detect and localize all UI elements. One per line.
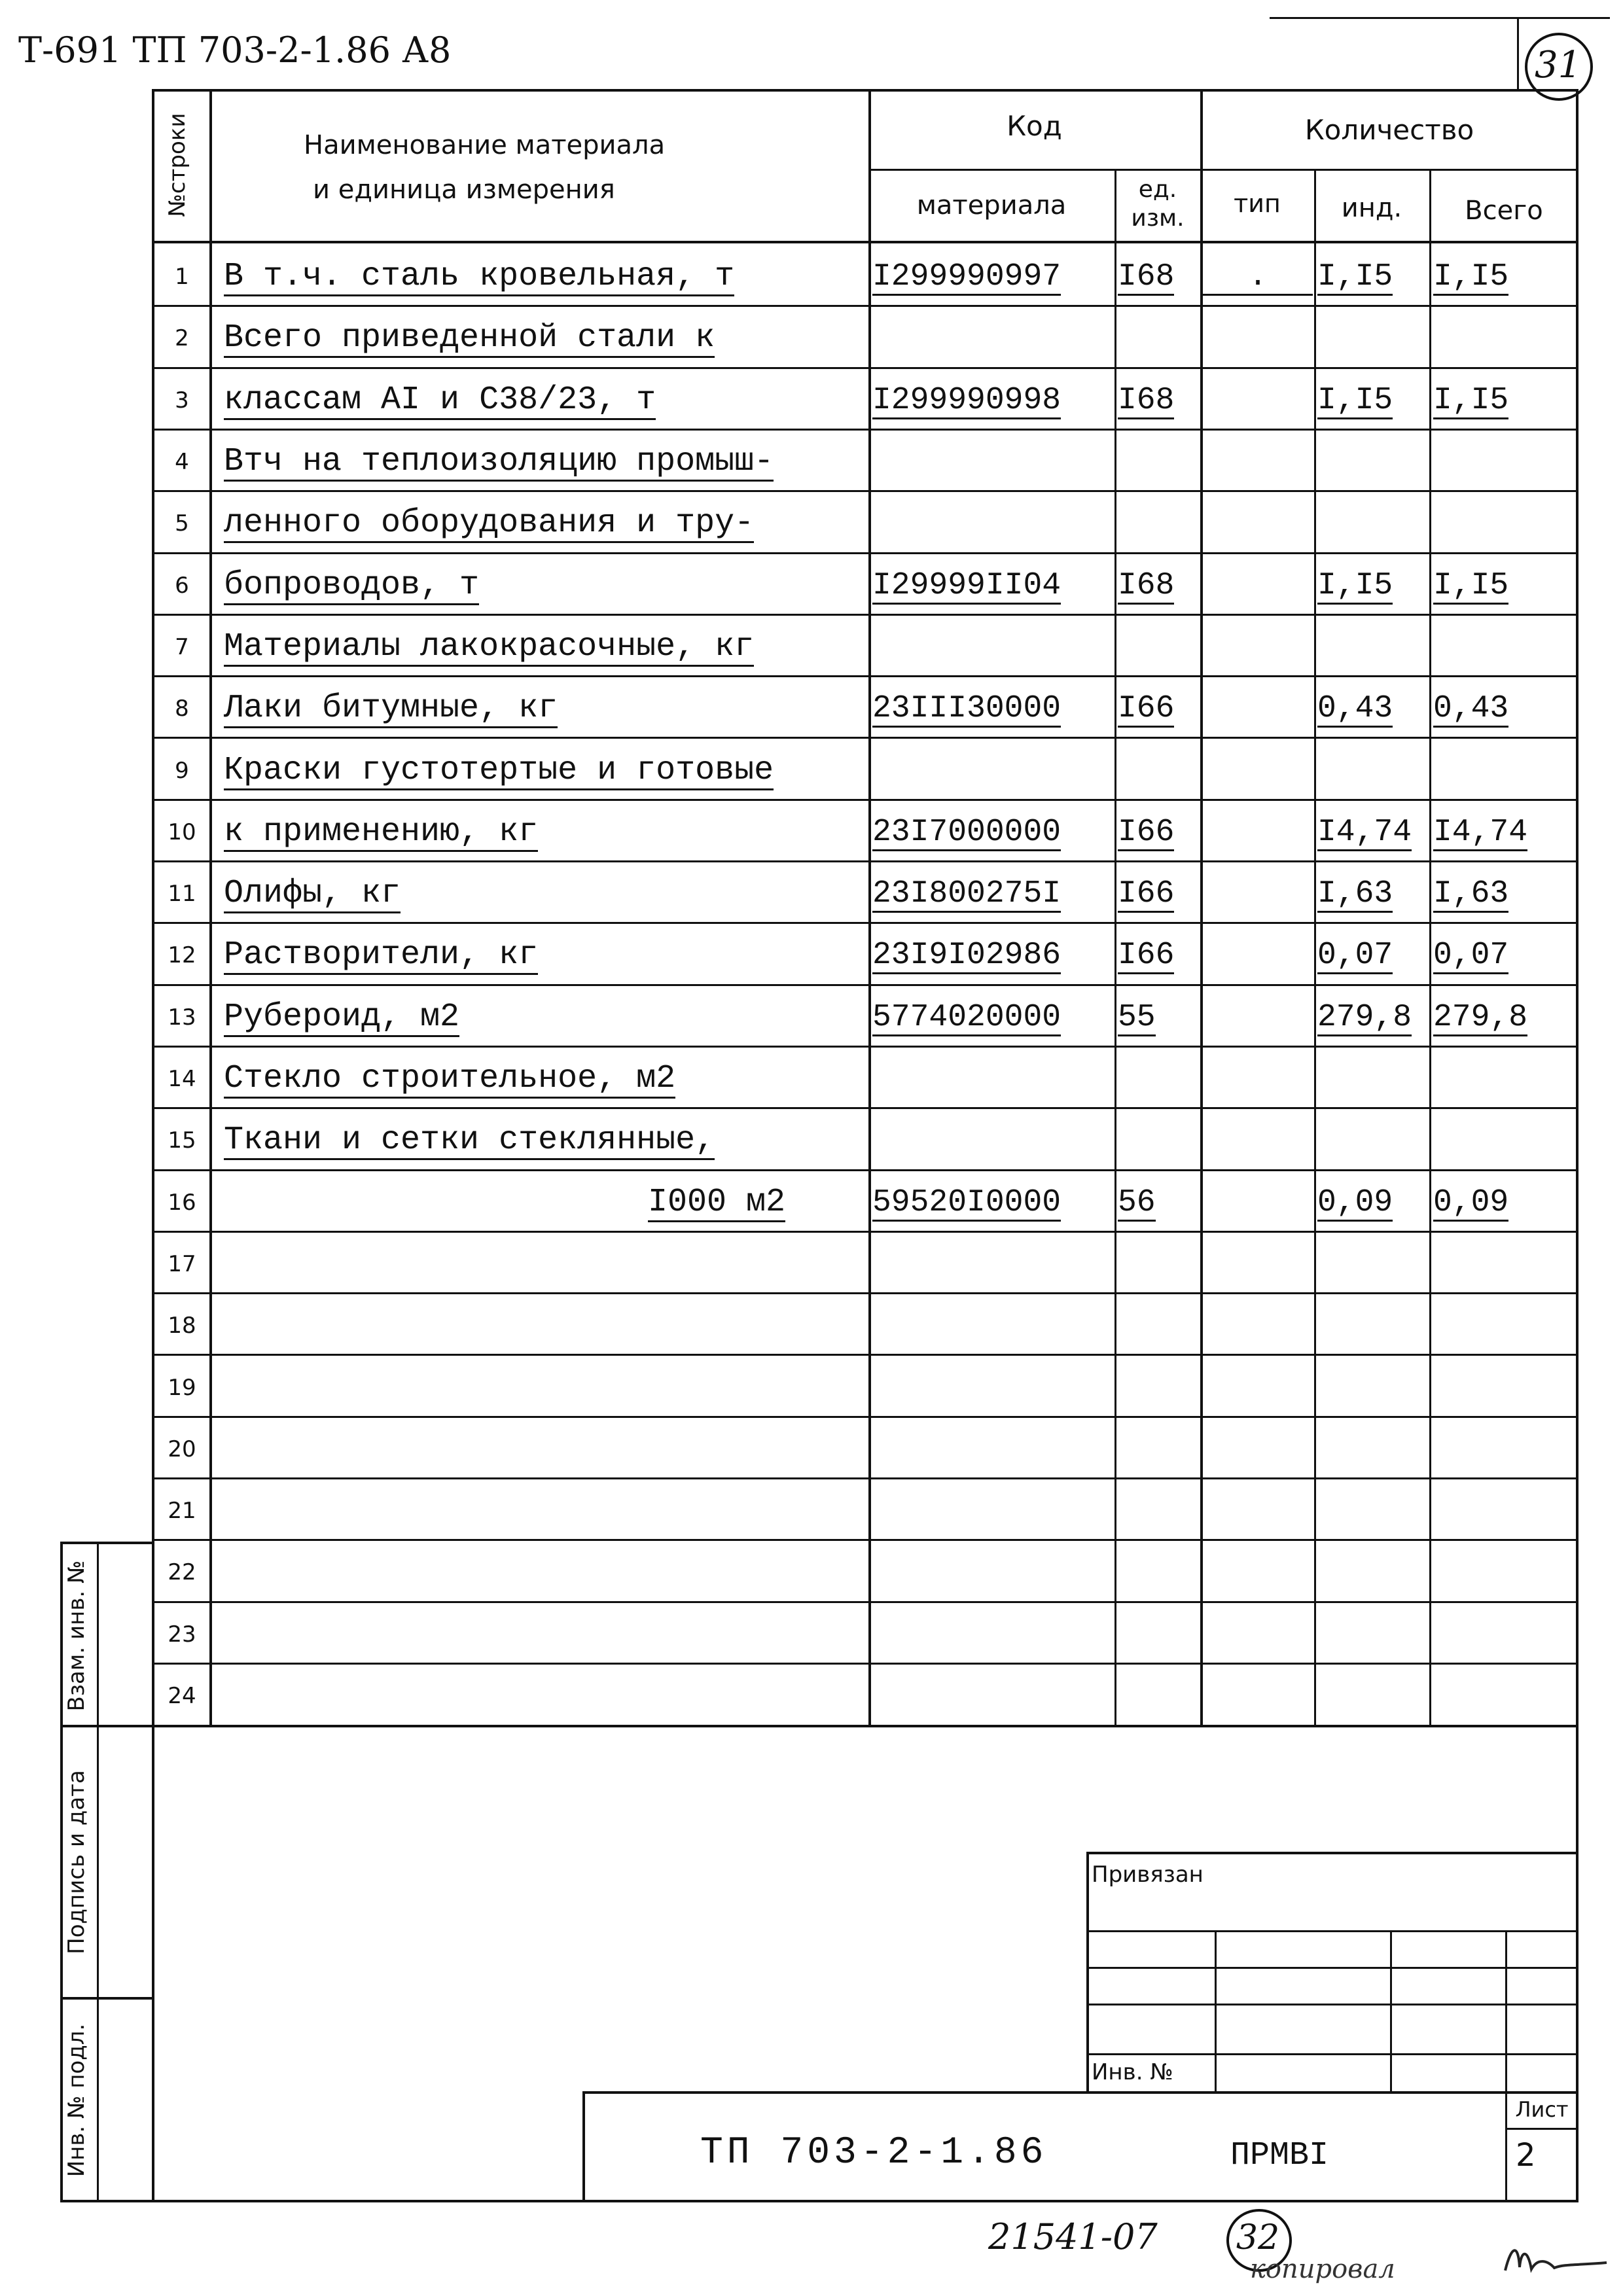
tb-main-top xyxy=(582,2091,1578,2094)
tb-v2 xyxy=(1390,1930,1392,2091)
page-mark-bottom-text: 32 xyxy=(1236,2218,1280,2257)
cell-total: I,63 xyxy=(1433,876,1509,911)
tb-sheet-sep xyxy=(1505,2128,1578,2130)
cell-n: 18 xyxy=(168,1313,196,1339)
col-row-no: №строки xyxy=(164,113,190,217)
cell-name: Всего приведенной стали к xyxy=(224,319,715,357)
cell-n: 2 xyxy=(175,325,189,351)
cell-n: 5 xyxy=(175,510,189,537)
cell-name: к применению, кг xyxy=(224,813,539,851)
col-qty-ind: инд. xyxy=(1341,193,1402,223)
cell-code: 23III30000 xyxy=(872,691,1061,726)
cell-unit: I68 xyxy=(1118,568,1175,603)
cell-n: 1 xyxy=(175,264,189,290)
cell-code: 59520I0000 xyxy=(872,1185,1061,1220)
side-stamp-divider xyxy=(60,1542,63,2202)
cell-unit: 55 xyxy=(1118,1000,1156,1035)
tb-privyazan: Привязан xyxy=(1092,1862,1204,1888)
cell-total: I,I5 xyxy=(1433,383,1509,418)
stamp-vzam-inv: Взам. инв. № xyxy=(63,1560,90,1712)
cell-n: 23 xyxy=(168,1621,196,1648)
tb-top xyxy=(1086,1852,1578,1854)
row-separator xyxy=(152,305,1578,307)
row-separator xyxy=(152,429,1578,431)
row-separator xyxy=(152,1539,1578,1541)
doc-code: Т-691 ТП 703-2-1.86 А8 xyxy=(18,29,452,71)
cell-code: I299990997 xyxy=(872,259,1061,294)
cell-total: 0,43 xyxy=(1433,691,1509,726)
row-separator xyxy=(152,1601,1578,1603)
tb-sheet-no: 2 xyxy=(1516,2137,1536,2174)
col-qty-total: Всего xyxy=(1465,196,1543,226)
cell-name: Материалы лакокрасочные, кг xyxy=(224,628,755,665)
cell-n: 6 xyxy=(175,573,189,599)
cell-code: 5774020000 xyxy=(872,1000,1061,1035)
col-code-unit: ед. изм. xyxy=(1131,176,1185,232)
tb-v3 xyxy=(1505,1930,1507,2202)
col-name-line2: и единица измерения xyxy=(313,175,615,205)
cell-total: I,I5 xyxy=(1433,259,1509,294)
cell-name: I000 м2 xyxy=(648,1184,786,1221)
cell-total: 0,09 xyxy=(1433,1185,1509,1220)
row-separator xyxy=(152,552,1578,554)
cell-name: Стекло строительное, м2 xyxy=(224,1060,676,1097)
cell-n: 22 xyxy=(168,1559,196,1585)
cell-ind: I,I5 xyxy=(1317,259,1393,294)
col-code-group: Код xyxy=(1007,110,1062,142)
cell-name: В т.ч. сталь кровельная, т xyxy=(224,258,735,295)
cell-n: 19 xyxy=(168,1375,196,1401)
cell-n: 16 xyxy=(168,1190,196,1216)
cell-n: 11 xyxy=(168,881,196,907)
cell-ind: 0,09 xyxy=(1317,1185,1393,1220)
cell-ind: 0,07 xyxy=(1317,938,1393,973)
cell-n: 9 xyxy=(175,758,189,784)
cell-code: I299990998 xyxy=(872,383,1061,418)
cell-unit: I66 xyxy=(1118,815,1175,850)
row-separator xyxy=(152,1416,1578,1418)
col-qty-group: Количество xyxy=(1304,114,1474,146)
row-separator xyxy=(152,1477,1578,1479)
cell-unit: I66 xyxy=(1118,938,1175,973)
tb-left-edge xyxy=(1086,1852,1089,2094)
row-separator xyxy=(152,675,1578,677)
cell-code: 23I800275I xyxy=(872,876,1061,911)
row-separator xyxy=(152,490,1578,492)
cell-name: Рубероид, м2 xyxy=(224,998,460,1036)
cell-name: Ткани и сетки стеклянные, xyxy=(224,1122,715,1159)
tb-sheet-label: Лист xyxy=(1515,2097,1569,2122)
cell-type: . xyxy=(1203,261,1313,296)
cell-total: 279,8 xyxy=(1433,1000,1528,1035)
tb-designation: ТП 703-2-1.86 xyxy=(700,2132,1048,2174)
row-separator xyxy=(152,799,1578,801)
cell-ind: I,I5 xyxy=(1317,568,1393,603)
cell-ind: I,I5 xyxy=(1317,383,1393,418)
col-name-line1: Наименование материала xyxy=(304,130,666,160)
stamp-inv-podl: Инв. № подл. xyxy=(63,2023,90,2178)
cell-n: 12 xyxy=(168,942,196,968)
cell-unit: 56 xyxy=(1118,1185,1156,1220)
row-separator xyxy=(152,984,1578,986)
cell-ind: I4,74 xyxy=(1317,815,1412,850)
cell-name: классам AI и C38/23, т xyxy=(224,381,656,419)
cell-name: бопроводов, т xyxy=(224,567,480,604)
row-separator xyxy=(152,1107,1578,1109)
cell-code: 23I9I02986 xyxy=(872,938,1061,973)
cell-unit: I68 xyxy=(1118,259,1175,294)
cell-total: I4,74 xyxy=(1433,815,1528,850)
cell-n: 10 xyxy=(168,819,196,845)
cell-n: 4 xyxy=(175,449,189,475)
row-separator xyxy=(152,614,1578,616)
cell-name: Растворители, кг xyxy=(224,936,539,974)
cell-n: 3 xyxy=(175,387,189,414)
cell-n: 17 xyxy=(168,1251,196,1277)
row-separator xyxy=(152,1169,1578,1171)
cell-unit: I66 xyxy=(1118,876,1175,911)
row-separator xyxy=(152,367,1578,369)
row-separator xyxy=(152,1663,1578,1665)
tb-section: ПРМВI xyxy=(1230,2137,1329,2174)
cell-n: 14 xyxy=(168,1066,196,1092)
cell-name: Краски густотертые и готовые xyxy=(224,752,774,789)
cell-code: 23I7000000 xyxy=(872,815,1061,850)
col-code-material: материала xyxy=(916,190,1067,221)
cell-name: ленного оборудования и тру- xyxy=(224,504,755,542)
cell-unit: I66 xyxy=(1118,691,1175,726)
cell-n: 8 xyxy=(175,696,189,722)
cell-name: Олифы, кг xyxy=(224,875,401,912)
row-separator xyxy=(152,1354,1578,1356)
row-separator xyxy=(152,737,1578,739)
stamp-podpis-data: Подпись и дата xyxy=(63,1770,90,1954)
row-separator xyxy=(152,1231,1578,1233)
signature-icon xyxy=(1499,2238,1610,2284)
cell-name: Лаки битумные, кг xyxy=(224,690,558,727)
cell-n: 15 xyxy=(168,1127,196,1154)
page-mark-top-text: 31 xyxy=(1535,44,1582,86)
cell-ind: 0,43 xyxy=(1317,691,1393,726)
tb-inv-no: Инв. № xyxy=(1092,2059,1173,2085)
cell-n: 24 xyxy=(168,1683,196,1709)
cell-n: 7 xyxy=(175,634,189,660)
col-qty-type: тип xyxy=(1234,189,1281,218)
cell-unit: I68 xyxy=(1118,383,1175,418)
tb-main-left xyxy=(582,2091,585,2202)
cell-ind: I,63 xyxy=(1317,876,1393,911)
cell-name: Втч на теплоизоляцию промыш- xyxy=(224,443,774,480)
side-stamp-col xyxy=(97,1542,99,2202)
row-separator xyxy=(152,1292,1578,1294)
row-separator xyxy=(152,860,1578,862)
cell-ind: 279,8 xyxy=(1317,1000,1412,1035)
row-separator xyxy=(152,1046,1578,1048)
row-separator xyxy=(152,922,1578,924)
tb-v1 xyxy=(1215,1930,1217,2091)
footer-note: копировал xyxy=(1250,2254,1395,2284)
cell-code: I29999II04 xyxy=(872,568,1061,603)
cell-total: 0,07 xyxy=(1433,938,1509,973)
cell-total: I,I5 xyxy=(1433,568,1509,603)
cell-n: 20 xyxy=(168,1436,196,1462)
cell-n: 13 xyxy=(168,1004,196,1031)
cell-n: 21 xyxy=(168,1498,196,1524)
footer-archive-no: 21541-07 xyxy=(988,2216,1158,2257)
